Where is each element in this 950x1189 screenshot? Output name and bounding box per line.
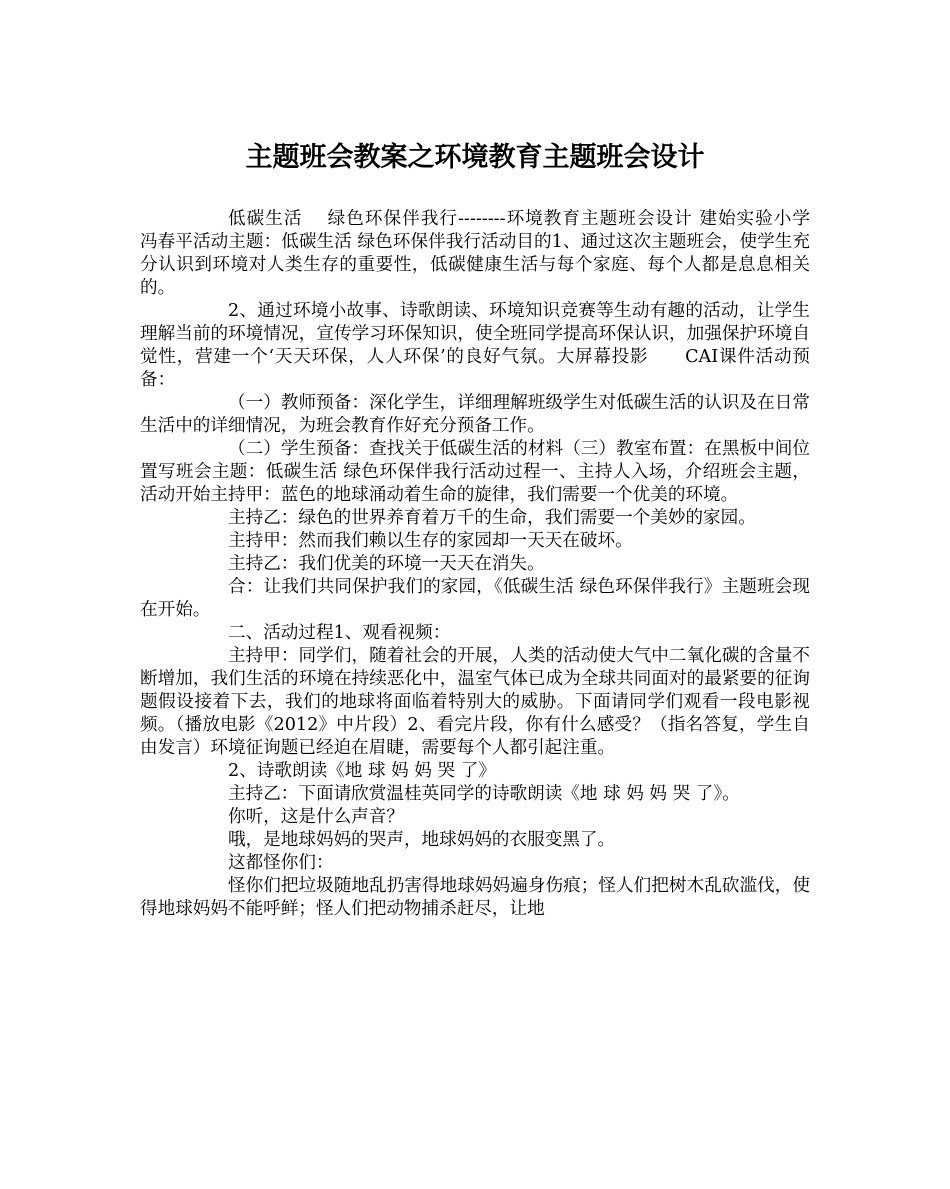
paragraph: 主持甲：然而我们赖以生存的家园却一天天在破坏。 xyxy=(228,531,633,551)
paragraph: 2、诗歌朗读《地 球 妈 妈 哭 了》 xyxy=(228,761,496,781)
paragraph: 合：让我们共同保护我们的家园，《低碳生活 绿色环保伴我行》主题班会现在开始。 xyxy=(140,577,810,620)
paragraph: 这都怪你们： xyxy=(228,853,334,873)
document-title: 主题班会教案之环境教育主题班会设计 xyxy=(245,142,705,173)
paragraph: （一）教师预备：深化学生，详细理解班级学生对低碳生活的认识及在日常生活中的详细情况，为班会教育作好充分预备工作。 xyxy=(140,393,810,436)
paragraph: 主持乙：下面请欣赏温桂英同学的诗歌朗读《地 球 妈 妈 哭 了》。 xyxy=(228,784,740,804)
document-body xyxy=(140,208,863,921)
paragraph: （二）学生预备：查找关于低碳生活的材料（三）教室布置：在黑板中间位置写班会主题：低碳生活 绿色环保伴我行活动过程一、主持人入场，介绍班会主题，活动开始主持甲：蓝色的地球涌动着生命的旋律，我们需要一个优美的环境。 xyxy=(140,439,810,505)
paragraph: 主持甲：同学们，随着社会的开展，人类的活动使大气中二氧化碳的含量不断增加，我们生活的环境在持续恶化中，温室气体已成为全球共同面对的最紧要的征询题假设接着下去，我们的地球将面临着特别大的威胁。下面请同学们观看一段电影视频。（播放电影《2012》中片段）2、看完片段，你有什么感受？（指名答复，学生自由发言）环境征询题已经迫在眉睫，需要每个人都引起注重。 xyxy=(140,646,810,758)
paragraph: 哦，是地球妈妈的哭声，地球妈妈的衣服变黑了。 xyxy=(228,830,616,850)
paragraph: 怪你们把垃圾随地乱扔害得地球妈妈遍身伤痕；怪人们把树木乱砍滥伐，使得地球妈妈不能呼鲜；怪人们把动物捕杀赶尽，让地 xyxy=(140,876,810,919)
paragraph: 2、通过环境小故事、诗歌朗读、环境知识竞赛等生动有趣的活动，让学生理解当前的环境情况，宣传学习环保知识，使全班同学提高环保认识，加强保护环境自觉性，营建一个‘天天环保，人人环保’的良好气氛。大屏幕投影 CAI课件活动预备： xyxy=(140,301,810,390)
paragraph: 你听，这是什么声音？ xyxy=(228,807,404,827)
paragraph: 二、活动过程1、观看视频： xyxy=(228,623,451,643)
paragraph: 低碳生活 绿色环保伴我行--------环境教育主题班会设计 建始实验小学 冯春平活动主题：低碳生活 绿色环保伴我行活动目的1、通过这次主题班会，使学生充分认识到环境对人类生存的重要性，低碳健康生活与每个家庭、每个人都是息息相关的。 xyxy=(140,209,863,298)
paragraph: 主持乙：我们优美的环境一天天在消失。 xyxy=(228,554,545,574)
paragraph: 主持乙：绿色的世界养育着万千的生命，我们需要一个美妙的家园。 xyxy=(228,508,756,528)
